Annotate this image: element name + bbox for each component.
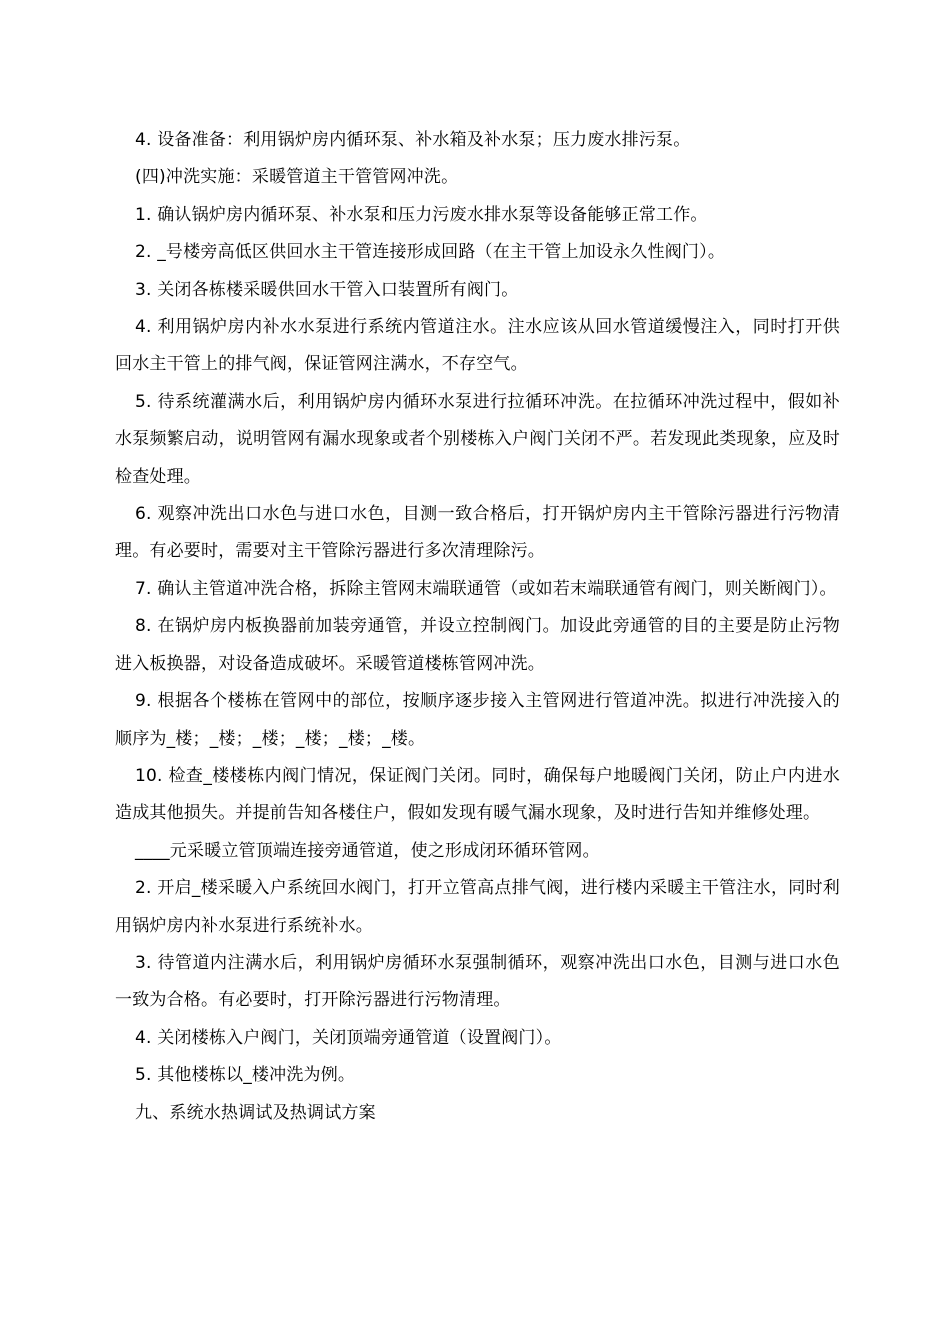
paragraph-building-step-3: 3. 待管道内注满水后，利用锅炉房循环水泵强制循环，观察冲洗出口水色，目测与进口水色一致为合格。有必要时，打开除污器进行污物清理。: [115, 952, 840, 1011]
paragraph-step-5: 5. 待系统灌满水后，利用锅炉房内循环水泵进行拉循环冲洗。在拉循环冲洗过程中，假如补水泵频繁启动，说明管网有漏水现象或者个别楼栋入户阀门关闭不严。若发现此类现象，应及时检查处理。: [115, 391, 840, 487]
section-heading-flushing: (四)冲洗实施：采暖管道主干管管网冲洗。: [135, 167, 459, 188]
paragraph-step-7: 7. 确认主管道冲洗合格，拆除主管网末端联通管（或如若末端联通管有阀门，则关断阀门）。: [135, 578, 837, 599]
paragraph-step-9: 9. 根据各个楼栋在管网中的部位，按顺序逐步接入主管网进行管道冲洗。拟进行冲洗接入的顺序为_楼；_楼；_楼；_楼；_楼；_楼。: [115, 691, 840, 749]
paragraph-step-10: 10. 检查_楼楼栋内阀门情况，保证阀门关闭。同时，确保每户地暖阀门关闭，防止户内进水造成其他损失。并提前告知各楼住户，假如发现有暖气漏水现象，及时进行告知并维修处理。: [115, 765, 840, 824]
paragraph-step-6: 6. 观察冲洗出口水色与进口水色，目测一致合格后，打开锅炉房内主干管除污器进行污物清理。有必要时，需要对主干管除污器进行多次清理除污。: [115, 504, 840, 562]
paragraph-step-8: 8. 在锅炉房内板换器前加装旁通管，并设立控制阀门。加设此旁通管的目的主要是防止污物进入板换器，对设备造成破坏。采暖管道楼栋管网冲洗。: [115, 616, 840, 674]
paragraph-step-1: 1. 确认锅炉房内循环泵、补水泵和压力污废水排水泵等设备能够正常工作。: [135, 204, 708, 225]
paragraph-riser-bypass: ____元采暖立管顶端连接旁通管道，使之形成闭环循环管网。: [135, 840, 600, 861]
paragraph-step-2: 2. _号楼旁高低区供回水主干管连接形成回路（在主干管上加设永久性阀门）。: [135, 242, 726, 263]
section-heading-commissioning: 九、系统水热调试及热调试方案: [135, 1102, 376, 1123]
paragraph-building-step-5: 5. 其他楼栋以_楼冲洗为例。: [135, 1065, 356, 1086]
paragraph-equipment-prep: 4. 设备准备：利用锅炉房内循环泵、补水箱及补水泵；压力废水排污泵。: [135, 130, 691, 150]
paragraph-building-step-2: 2. 开启_楼采暖入户系统回水阀门，打开立管高点排气阀，进行楼内采暖主干管注水，同时利用锅炉房内补水泵进行系统补水。: [115, 878, 840, 936]
paragraph-step-4: 4. 利用锅炉房内补水水泵进行系统内管道注水。注水应该从回水管道缓慢注入，同时打开供回水主干管上的排气阀，保证管网注满水，不存空气。: [115, 317, 840, 375]
document-body: [115, 122, 840, 1132]
paragraph-step-3: 3. 关闭各栋楼采暖供回水干管入口装置所有阀门。: [135, 279, 519, 300]
paragraph-building-step-4: 4. 关闭楼栋入户阀门，关闭顶端旁通管道（设置阀门）。: [135, 1027, 562, 1048]
